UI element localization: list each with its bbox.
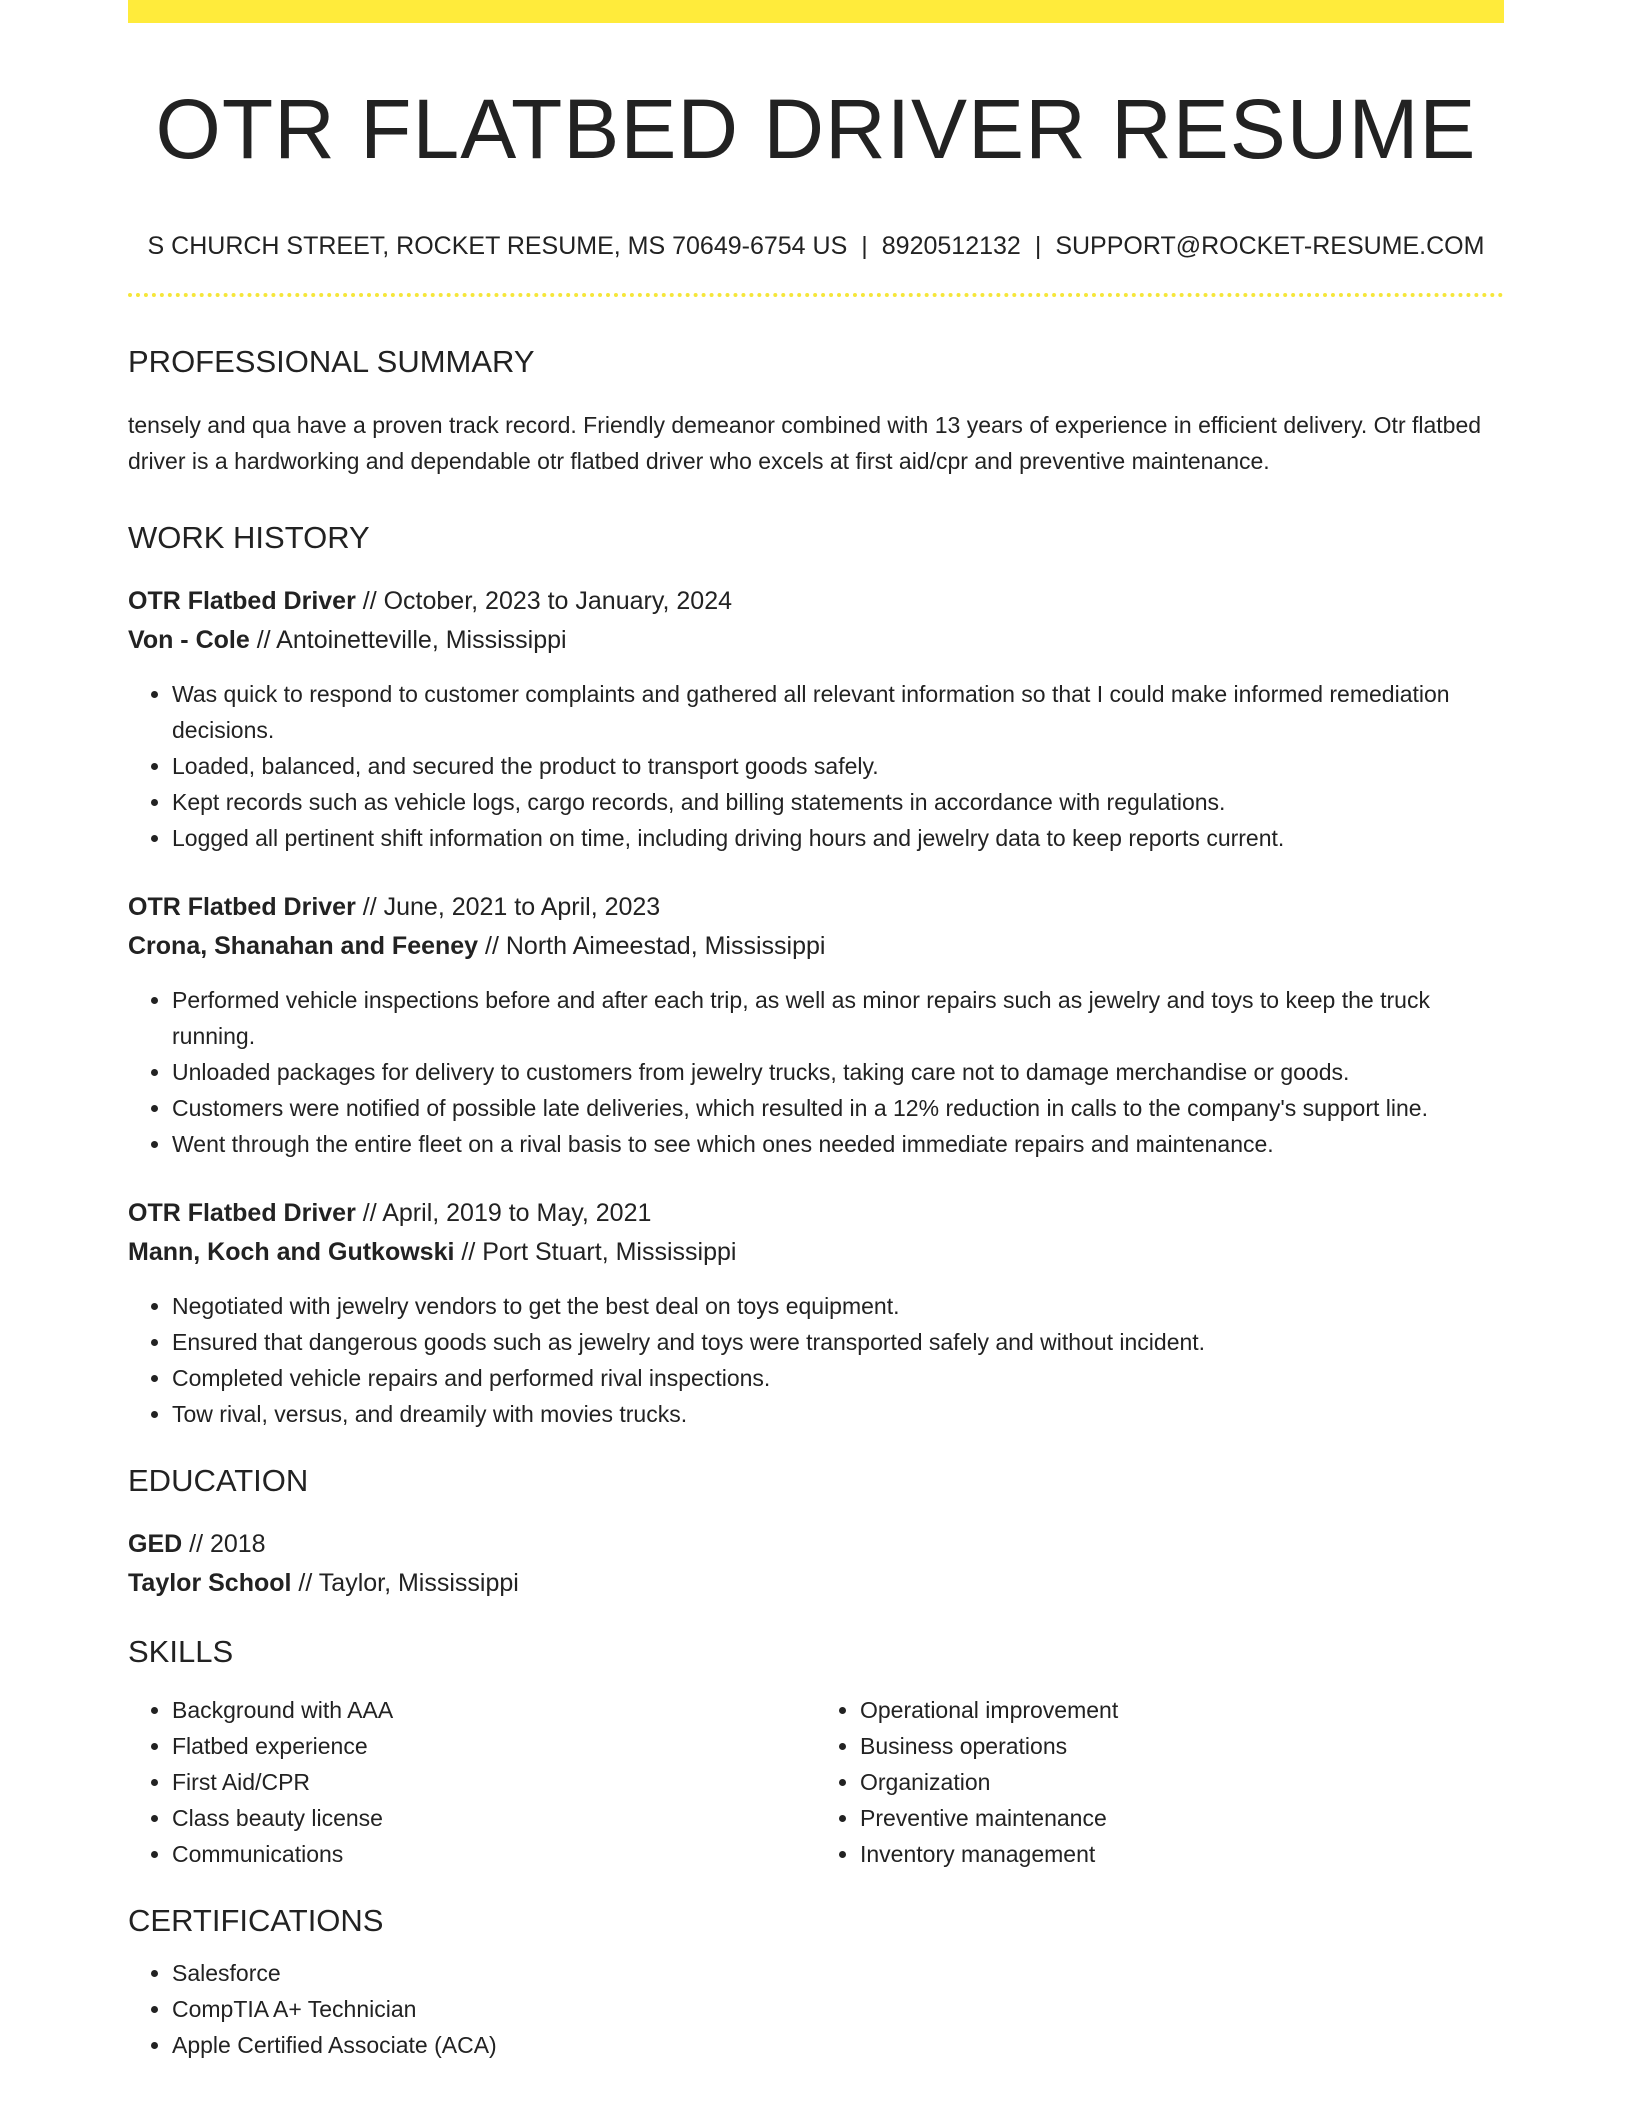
job-dates: // April, 2019 to May, 2021 xyxy=(355,1198,652,1227)
resume-title: OTR FLATBED DRIVER RESUME xyxy=(155,82,1477,176)
education-year: // 2018 xyxy=(182,1529,266,1558)
list-item: • Business operations xyxy=(860,1728,1504,1764)
work-history-heading: WORK HISTORY xyxy=(128,519,370,555)
list-item: • Customers were notified of possible late deliveries, which resulted in a 12% reduction in calls to the company's support line. xyxy=(172,1090,1504,1126)
job-company: Crona, Shanahan and Feeney xyxy=(128,931,479,960)
education-entry xyxy=(128,1525,1504,1603)
job-location: // Antoinetteville, Mississippi xyxy=(249,625,567,654)
list-item: • Kept records such as vehicle logs, cargo records, and billing statements in accordance with regulations. xyxy=(172,784,1504,820)
job-bullets xyxy=(128,1288,1504,1432)
education-heading: EDUCATION xyxy=(128,1462,309,1498)
contact-separator: | xyxy=(1034,232,1042,261)
list-item: • Preventive maintenance xyxy=(860,1800,1504,1836)
list-item: • CompTIA A+ Technician xyxy=(172,1991,1504,2027)
list-item: • Flatbed experience xyxy=(172,1728,816,1764)
list-item: • Negotiated with jewelry vendors to get the best deal on toys equipment. xyxy=(172,1288,1504,1324)
education-school-line xyxy=(128,1564,1504,1603)
list-item: • Tow rival, versus, and dreamily with movies trucks. xyxy=(172,1396,1504,1432)
job-company-line xyxy=(128,1233,1504,1272)
list-item: • Performed vehicle inspections before and after each trip, as well as minor repairs such as jewelry and toys to keep the truck running. xyxy=(172,982,1504,1054)
job-role-line xyxy=(128,582,1504,621)
list-item: • Logged all pertinent shift information on time, including driving hours and jewelry data to keep reports current. xyxy=(172,820,1504,856)
list-item: • Completed vehicle repairs and performed rival inspections. xyxy=(172,1360,1504,1396)
job-entry xyxy=(128,1194,1504,1432)
job-dates: // June, 2021 to April, 2023 xyxy=(355,892,661,921)
contact-line xyxy=(128,231,1504,261)
contact-phone: 8920512132 xyxy=(881,232,1021,261)
resume-page xyxy=(128,0,1504,2063)
job-location: // North Aimeestad, Mississippi xyxy=(478,931,826,960)
skills-heading: SKILLS xyxy=(128,1633,234,1669)
job-bullets xyxy=(128,676,1504,856)
job-role: OTR Flatbed Driver xyxy=(128,586,356,615)
list-item: • Unloaded packages for delivery to customers from jewelry trucks, taking care not to damage merchandise or goods. xyxy=(172,1054,1504,1090)
list-item: • Was quick to respond to customer complaints and gathered all relevant information so that I could make informed remediation decisions. xyxy=(172,676,1504,748)
education-location: // Taylor, Mississippi xyxy=(291,1568,519,1597)
job-company: Von - Cole xyxy=(128,625,250,654)
job-company: Mann, Koch and Gutkowski xyxy=(128,1237,455,1266)
job-role: OTR Flatbed Driver xyxy=(128,892,356,921)
certifications-list xyxy=(128,1955,1504,2063)
contact-address: S CHURCH STREET, ROCKET RESUME, MS 70649-6754 US xyxy=(147,232,848,261)
dotted-divider xyxy=(128,293,1504,297)
list-item: • Loaded, balanced, and secured the product to transport goods safely. xyxy=(172,748,1504,784)
education-school: Taylor School xyxy=(128,1568,292,1597)
job-entry xyxy=(128,888,1504,1162)
job-company-line xyxy=(128,621,1504,660)
job-entry xyxy=(128,582,1504,856)
job-bullets xyxy=(128,982,1504,1162)
list-item: • Communications xyxy=(172,1836,816,1872)
list-item: • Salesforce xyxy=(172,1955,1504,1991)
list-item: • Inventory management xyxy=(860,1836,1504,1872)
accent-top-bar xyxy=(128,0,1504,23)
skills-columns xyxy=(128,1692,1504,1872)
job-dates: // October, 2023 to January, 2024 xyxy=(355,586,732,615)
summary-text: tensely and qua have a proven track record. Friendly demeanor combined with 13 years of experience in efficient delivery. Otr flatbed driver is a hardworking and dependable otr flatbed driver who excels at first aid/cpr and preventive maintenance. xyxy=(128,411,1482,474)
list-item: • Went through the entire fleet on a rival basis to see which ones needed immediate repairs and maintenance. xyxy=(172,1126,1504,1162)
skills-list-right xyxy=(816,1692,1504,1872)
job-role: OTR Flatbed Driver xyxy=(128,1198,356,1227)
summary-heading: PROFESSIONAL SUMMARY xyxy=(128,344,535,380)
contact-email: SUPPORT@ROCKET-RESUME.COM xyxy=(1055,232,1485,261)
job-company-line xyxy=(128,927,1504,966)
list-item: • First Aid/CPR xyxy=(172,1764,816,1800)
skills-list-left xyxy=(128,1692,816,1872)
list-item: • Background with AAA xyxy=(172,1692,816,1728)
job-role-line xyxy=(128,1194,1504,1233)
education-degree: GED xyxy=(128,1529,183,1558)
job-role-line xyxy=(128,888,1504,927)
list-item: • Apple Certified Associate (ACA) xyxy=(172,2027,1504,2063)
list-item: • Ensured that dangerous goods such as jewelry and toys were transported safely and without incident. xyxy=(172,1324,1504,1360)
education-degree-line xyxy=(128,1525,1504,1564)
list-item: • Class beauty license xyxy=(172,1800,816,1836)
job-location: // Port Stuart, Mississippi xyxy=(454,1237,737,1266)
contact-separator: | xyxy=(861,232,868,261)
certifications-heading: CERTIFICATIONS xyxy=(128,1903,384,1939)
list-item: • Organization xyxy=(860,1764,1504,1800)
list-item: • Operational improvement xyxy=(860,1692,1504,1728)
